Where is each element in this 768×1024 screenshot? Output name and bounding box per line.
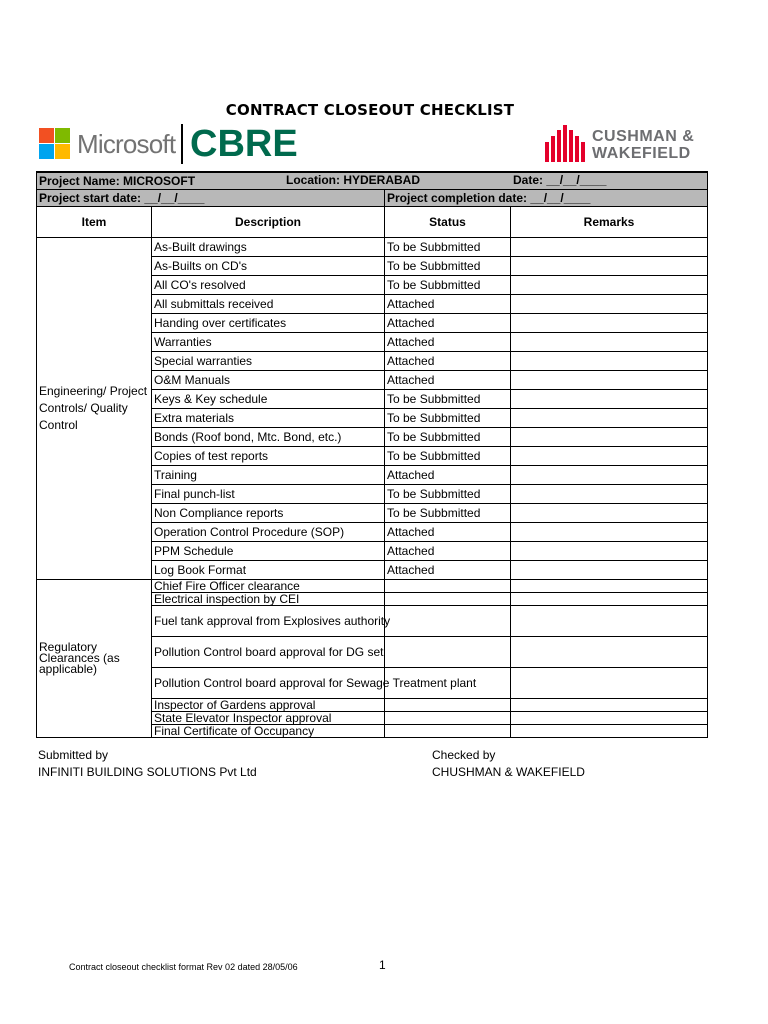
checked-by-label: Checked by <box>432 748 496 762</box>
row-description: Fuel tank approval from Explosives authority <box>152 606 385 637</box>
row-status: To be Subbmitted <box>385 409 511 428</box>
column-header-row <box>37 207 708 238</box>
row-status <box>385 593 511 606</box>
row-description: Special warranties <box>152 352 385 371</box>
row-description: Inspector of Gardens approval <box>152 699 385 712</box>
row-status: Attached <box>385 295 511 314</box>
row-remarks <box>511 593 708 606</box>
row-description: Final punch-list <box>152 485 385 504</box>
row-remarks <box>511 637 708 668</box>
header-row-dates <box>37 190 708 207</box>
row-remarks <box>511 314 708 333</box>
row-status: Attached <box>385 542 511 561</box>
group-label-regulatory: Regulatory Clearances (as applicable) <box>37 580 152 738</box>
project-start-date: Project start date: __/__/____ <box>37 190 385 207</box>
row-remarks <box>511 523 708 542</box>
row-description: Extra materials <box>152 409 385 428</box>
row-description: Chief Fire Officer clearance <box>152 580 385 593</box>
row-status: To be Subbmitted <box>385 485 511 504</box>
row-description: Pollution Control board approval for DG set <box>152 637 385 668</box>
row-description: Non Compliance reports <box>152 504 385 523</box>
row-status: Attached <box>385 352 511 371</box>
row-status <box>385 606 511 637</box>
row-status: Attached <box>385 314 511 333</box>
row-status: Attached <box>385 561 511 580</box>
project-location: Location: HYDERABAD <box>286 173 420 187</box>
row-remarks <box>511 699 708 712</box>
row-remarks <box>511 725 708 738</box>
row-description: As-Builts on CD's <box>152 257 385 276</box>
checklist-table <box>36 171 708 738</box>
row-description: State Elevator Inspector approval <box>152 712 385 725</box>
table-row <box>37 238 708 257</box>
row-description: Warranties <box>152 333 385 352</box>
row-remarks <box>511 371 708 390</box>
row-description: Training <box>152 466 385 485</box>
row-status: To be Subbmitted <box>385 257 511 276</box>
row-description: Bonds (Roof bond, Mtc. Bond, etc.) <box>152 428 385 447</box>
checked-by-block <box>432 747 585 781</box>
row-description: As-Built drawings <box>152 238 385 257</box>
row-status <box>385 712 511 725</box>
row-remarks <box>511 333 708 352</box>
row-description: Final Certificate of Occupancy <box>152 725 385 738</box>
row-status <box>385 637 511 668</box>
row-status: Attached <box>385 371 511 390</box>
microsoft-grid-icon <box>39 128 70 159</box>
row-remarks <box>511 352 708 371</box>
row-description: PPM Schedule <box>152 542 385 561</box>
column-header-description: Description <box>152 207 385 238</box>
cbre-logo: CBRE <box>190 123 298 165</box>
microsoft-wordmark: Microsoft <box>77 129 176 159</box>
row-remarks <box>511 580 708 593</box>
row-remarks <box>511 238 708 257</box>
row-description: All submittals received <box>152 295 385 314</box>
logo-divider <box>181 124 183 164</box>
row-remarks <box>511 390 708 409</box>
row-status: Attached <box>385 466 511 485</box>
row-remarks <box>511 668 708 699</box>
row-description: Pollution Control board approval for Sewage Treatment plant <box>152 668 385 699</box>
row-status: To be Subbmitted <box>385 504 511 523</box>
row-remarks <box>511 447 708 466</box>
row-description: Log Book Format <box>152 561 385 580</box>
row-remarks <box>511 485 708 504</box>
cushman-wakefield-icon <box>544 124 588 162</box>
row-description: All CO's resolved <box>152 276 385 295</box>
row-status <box>385 580 511 593</box>
checked-by-org: CHUSHMAN & WAKEFIELD <box>432 765 585 779</box>
column-header-item: Item <box>37 207 152 238</box>
page-number: 1 <box>379 958 386 972</box>
cw-line-2: WAKEFIELD <box>592 145 691 162</box>
microsoft-logo <box>37 124 178 164</box>
row-remarks <box>511 428 708 447</box>
table-row <box>37 580 708 593</box>
project-completion-date: Project completion date: __/__/____ <box>385 190 708 207</box>
row-remarks <box>511 466 708 485</box>
row-status: To be Subbmitted <box>385 447 511 466</box>
row-description: O&M Manuals <box>152 371 385 390</box>
row-remarks <box>511 712 708 725</box>
row-description: Electrical inspection by CEI <box>152 593 385 606</box>
row-status: To be Subbmitted <box>385 390 511 409</box>
project-date: Date: __/__/____ <box>513 173 607 187</box>
row-remarks <box>511 276 708 295</box>
row-remarks <box>511 606 708 637</box>
row-status <box>385 699 511 712</box>
cushman-wakefield-logo <box>544 124 704 164</box>
project-name: Project Name: MICROSOFT <box>39 173 196 188</box>
row-status: To be Subbmitted <box>385 428 511 447</box>
row-remarks <box>511 504 708 523</box>
submitted-by-label: Submitted by <box>38 748 109 762</box>
row-status <box>385 725 511 738</box>
column-header-status: Status <box>385 207 511 238</box>
row-remarks <box>511 542 708 561</box>
row-remarks <box>511 295 708 314</box>
column-header-remarks: Remarks <box>511 207 708 238</box>
row-description: Operation Control Procedure (SOP) <box>152 523 385 542</box>
row-status: To be Subbmitted <box>385 276 511 295</box>
row-remarks <box>511 561 708 580</box>
format-note: Contract closeout checklist format Rev 02 dated 28/05/06 <box>69 962 298 972</box>
row-status: Attached <box>385 523 511 542</box>
row-description: Handing over certificates <box>152 314 385 333</box>
submitted-by-org: INFINITI BUILDING SOLUTIONS Pvt Ltd <box>38 765 257 779</box>
row-description: Copies of test reports <box>152 447 385 466</box>
group-label-engineering: Engineering/ Project Controls/ Quality Control <box>37 238 152 580</box>
row-status: To be Subbmitted <box>385 238 511 257</box>
page-title: CONTRACT CLOSEOUT CHECKLIST <box>225 101 515 119</box>
row-remarks <box>511 257 708 276</box>
row-remarks <box>511 409 708 428</box>
cw-line-1: CUSHMAN & <box>592 128 695 145</box>
cushman-wakefield-wordmark <box>592 128 694 162</box>
submitted-by-block <box>38 747 257 781</box>
header-row-project <box>37 172 708 190</box>
row-description: Keys & Key schedule <box>152 390 385 409</box>
row-status: Attached <box>385 333 511 352</box>
